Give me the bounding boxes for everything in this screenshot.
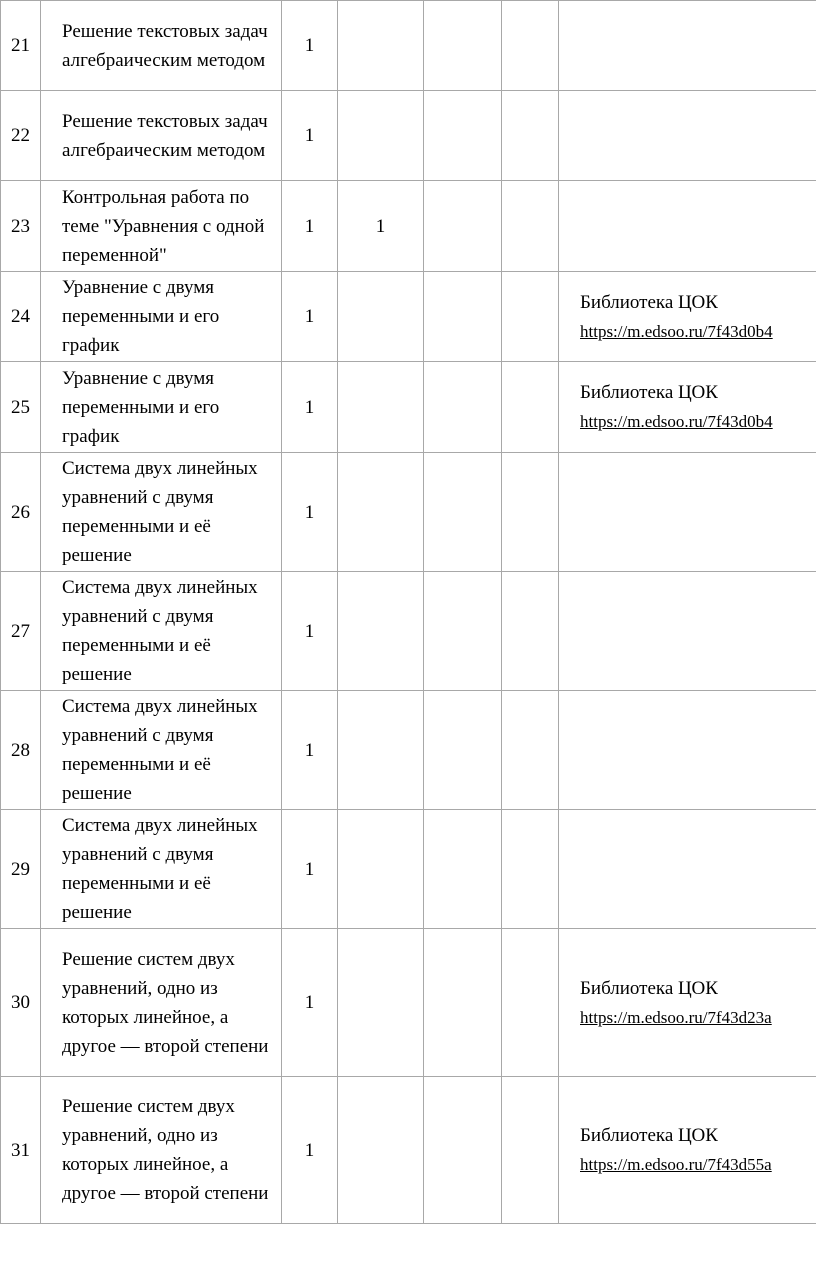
lesson-date-cell (502, 691, 559, 810)
lesson-topic-cell: Решение систем двух уравнений, одно из которых линейное, а другое — второй степени (41, 929, 282, 1077)
table-row (1, 362, 816, 453)
lesson-topic-cell: Контрольная работа по теме "Уравнения с одной переменной" (41, 181, 282, 272)
digital-resource-cell (559, 91, 816, 181)
resource-library-label: Библиотека ЦОК (580, 382, 718, 403)
lesson-topic-cell: Система двух линейных уравнений с двумя переменными и её решение (41, 453, 282, 572)
hours-total-cell: 1 (282, 272, 338, 362)
resource-link[interactable]: https://m.edsoo.ru/7f43d0b4 (580, 412, 773, 431)
lesson-date-cell (502, 810, 559, 929)
resource-link[interactable]: https://m.edsoo.ru/7f43d0b4 (580, 321, 773, 341)
hours-total-cell: 1 (282, 691, 338, 810)
lesson-topic-cell: Уравнение с двумя переменными и его график (41, 362, 282, 453)
digital-resource-cell (559, 810, 816, 929)
row-number-cell: 30 (1, 929, 41, 1077)
control-works-cell (338, 453, 424, 572)
digital-resource-cell (559, 453, 816, 572)
practical-works-cell (424, 91, 502, 181)
hours-total-cell: 1 (282, 362, 338, 453)
table-row (1, 1077, 816, 1224)
practical-works-cell (424, 362, 502, 453)
table-row (1, 572, 816, 691)
row-number-cell: 29 (1, 810, 41, 929)
hours-total-cell: 1 (282, 929, 338, 1077)
table-row (1, 929, 816, 1077)
digital-resource-cell (559, 1, 816, 91)
digital-resource-cell (559, 691, 816, 810)
row-number-cell: 27 (1, 572, 41, 691)
digital-resource-cell (559, 362, 816, 453)
lesson-date-cell (502, 181, 559, 272)
control-works-cell (338, 810, 424, 929)
digital-resource-cell (559, 1077, 816, 1224)
lesson-date-cell (502, 272, 559, 362)
row-number-cell: 28 (1, 691, 41, 810)
practical-works-cell (424, 453, 502, 572)
lesson-date-cell (502, 362, 559, 453)
control-works-cell (338, 1, 424, 91)
lesson-topic-cell: Система двух линейных уравнений с двумя переменными и её решение (41, 572, 282, 691)
digital-resource-cell (559, 572, 816, 691)
hours-total-cell: 1 (282, 810, 338, 929)
table-body (1, 1, 816, 1224)
lesson-topic-cell: Уравнение с двумя переменными и его график (41, 272, 282, 362)
lesson-date-cell (502, 1, 559, 91)
lesson-date-cell (502, 572, 559, 691)
digital-resource-cell (559, 272, 816, 362)
control-works-cell (338, 691, 424, 810)
control-works-cell (338, 272, 424, 362)
practical-works-cell (424, 1077, 502, 1224)
practical-works-cell (424, 1, 502, 91)
table-row (1, 691, 816, 810)
lesson-topic-cell: Решение систем двух уравнений, одно из которых линейное, а другое — второй степени (41, 1077, 282, 1224)
lesson-topic-cell: Система двух линейных уравнений с двумя переменными и её решение (41, 810, 282, 929)
resource-library-label: Библиотека ЦОК (580, 1125, 718, 1146)
practical-works-cell (424, 572, 502, 691)
row-number-cell: 23 (1, 181, 41, 272)
practical-works-cell (424, 691, 502, 810)
table-row (1, 453, 816, 572)
hours-total-cell: 1 (282, 181, 338, 272)
control-works-cell (338, 1077, 424, 1224)
hours-total-cell: 1 (282, 453, 338, 572)
lesson-topic-cell: Система двух линейных уравнений с двумя переменными и её решение (41, 691, 282, 810)
resource-link[interactable]: https://m.edsoo.ru/7f43d23a (580, 1007, 772, 1027)
row-number-cell: 22 (1, 91, 41, 181)
lesson-date-cell (502, 91, 559, 181)
hours-total-cell: 1 (282, 1077, 338, 1224)
row-number-cell: 21 (1, 1, 41, 91)
hours-total-cell: 1 (282, 572, 338, 691)
control-works-cell (338, 572, 424, 691)
row-number-cell: 24 (1, 272, 41, 362)
table-row (1, 1, 816, 91)
digital-resource-cell (559, 181, 816, 272)
resource-library-label: Библиотека ЦОК (580, 977, 718, 999)
hours-total-cell: 1 (282, 1, 338, 91)
control-works-cell (338, 929, 424, 1077)
lesson-date-cell (502, 1077, 559, 1224)
resource-library-label: Библиотека ЦОК (580, 291, 718, 313)
row-number-cell: 25 (1, 362, 41, 453)
control-works-cell (338, 362, 424, 453)
control-works-cell (338, 91, 424, 181)
row-number-cell: 31 (1, 1077, 41, 1224)
table-row (1, 91, 816, 181)
resource-link[interactable]: https://m.edsoo.ru/7f43d55a (580, 1155, 772, 1174)
practical-works-cell (424, 272, 502, 362)
practical-works-cell (424, 929, 502, 1077)
lesson-date-cell (502, 929, 559, 1077)
digital-resource-cell (559, 929, 816, 1077)
table-row (1, 272, 816, 362)
table-row (1, 810, 816, 929)
control-works-cell: 1 (338, 181, 424, 272)
lesson-date-cell (502, 453, 559, 572)
lesson-topic-cell: Решение текстовых задач алгебраическим методом (41, 91, 282, 181)
lesson-topic-cell: Решение текстовых задач алгебраическим методом (41, 1, 282, 91)
practical-works-cell (424, 810, 502, 929)
practical-works-cell (424, 181, 502, 272)
hours-total-cell: 1 (282, 91, 338, 181)
row-number-cell: 26 (1, 453, 41, 572)
table-row (1, 181, 816, 272)
